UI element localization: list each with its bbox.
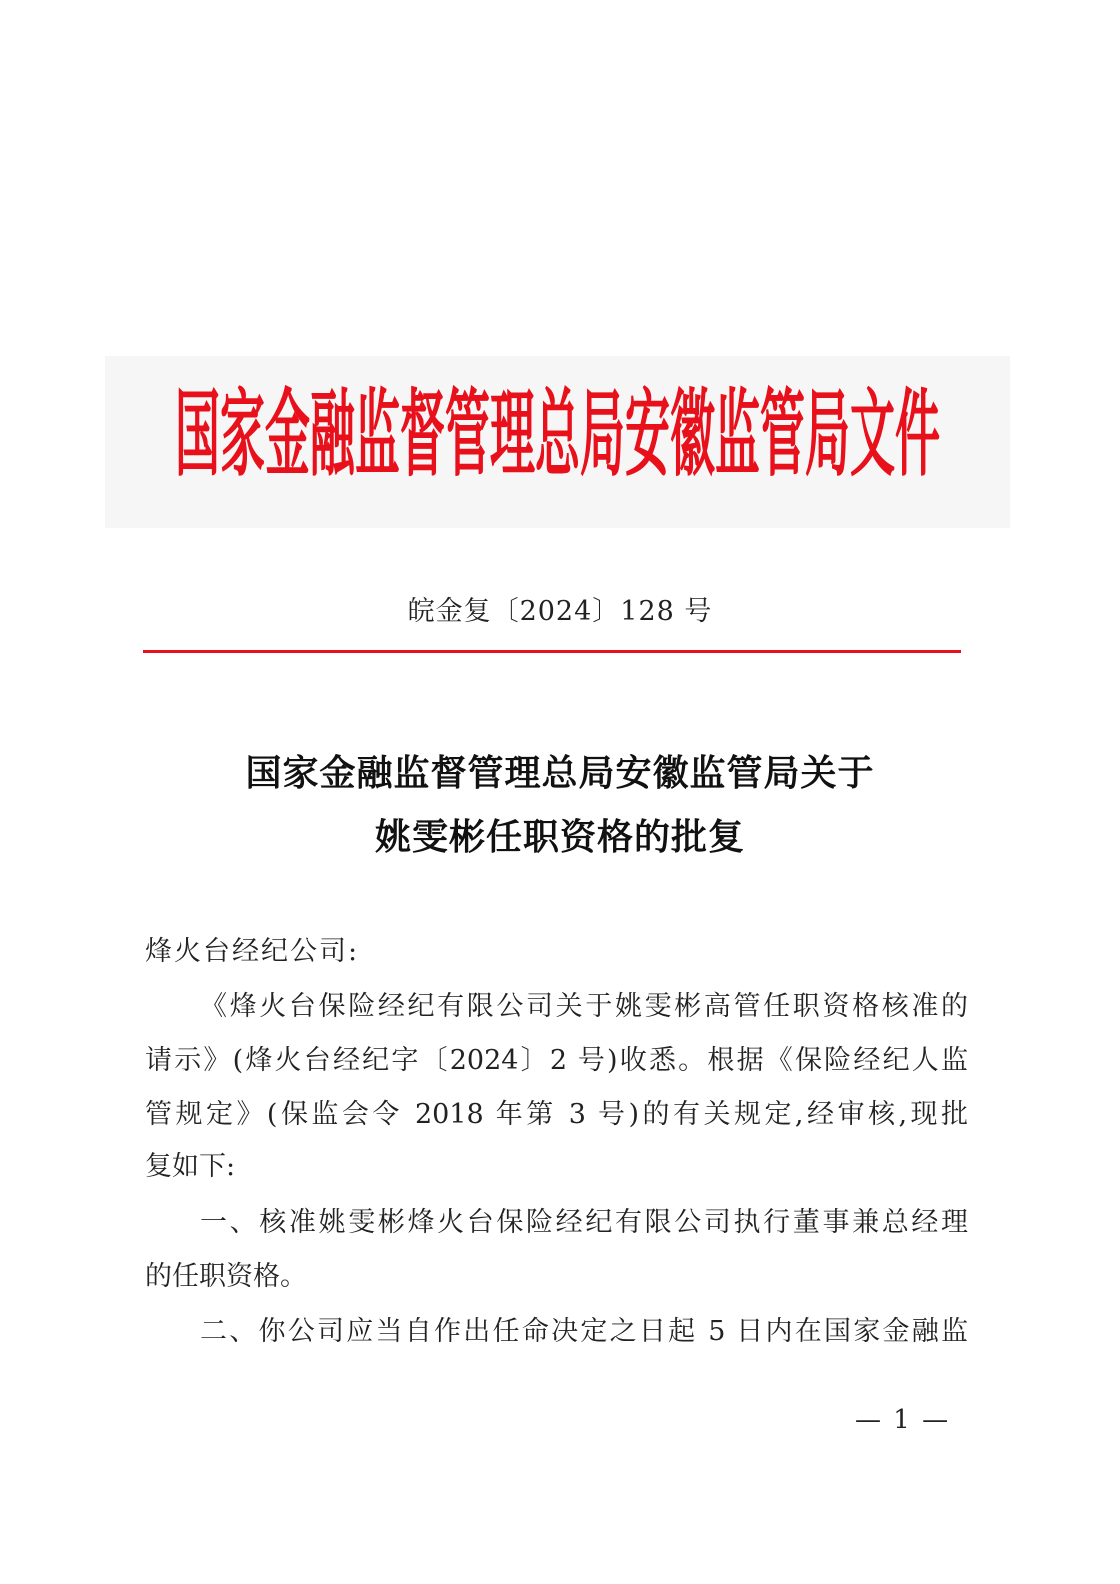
body-line-7: 二、你公司应当自作出任命决定之日起 5 日内在国家金融监: [200, 1316, 968, 1347]
body-line-4: 复如下:: [145, 1151, 236, 1182]
body-line-1: 《烽火台保险经纪有限公司关于姚雯彬高管任职资格核准的: [200, 991, 968, 1022]
addressee: 烽火台经纪公司:: [145, 936, 360, 967]
body-line-2: 请示》(烽火台经纪字〔2024〕2 号)收悉。根据《保险经纪人监: [145, 1045, 968, 1076]
page-number: — 1 —: [855, 1405, 951, 1435]
document-title-line-2: 姚雯彬任职资格的批复: [374, 816, 745, 858]
body-line-5: 一、核准姚雯彬烽火台保险经纪有限公司执行董事兼总经理: [200, 1207, 968, 1238]
masthead-title: [105, 380, 1010, 490]
red-divider-line: [143, 650, 961, 653]
body-line-6: 的任职资格。: [145, 1261, 307, 1292]
body-line-3: 管规定》(保监会令 2018 年第 3 号)的有关规定,经审核,现批: [145, 1099, 968, 1130]
document-title-line-1: 国家金融监督管理总局安徽监管局关于: [245, 752, 875, 794]
masthead-text: 国家金融监督管理总局安徽监管局文件: [174, 378, 940, 490]
document-number: 皖金复〔2024〕128 号: [407, 596, 713, 627]
